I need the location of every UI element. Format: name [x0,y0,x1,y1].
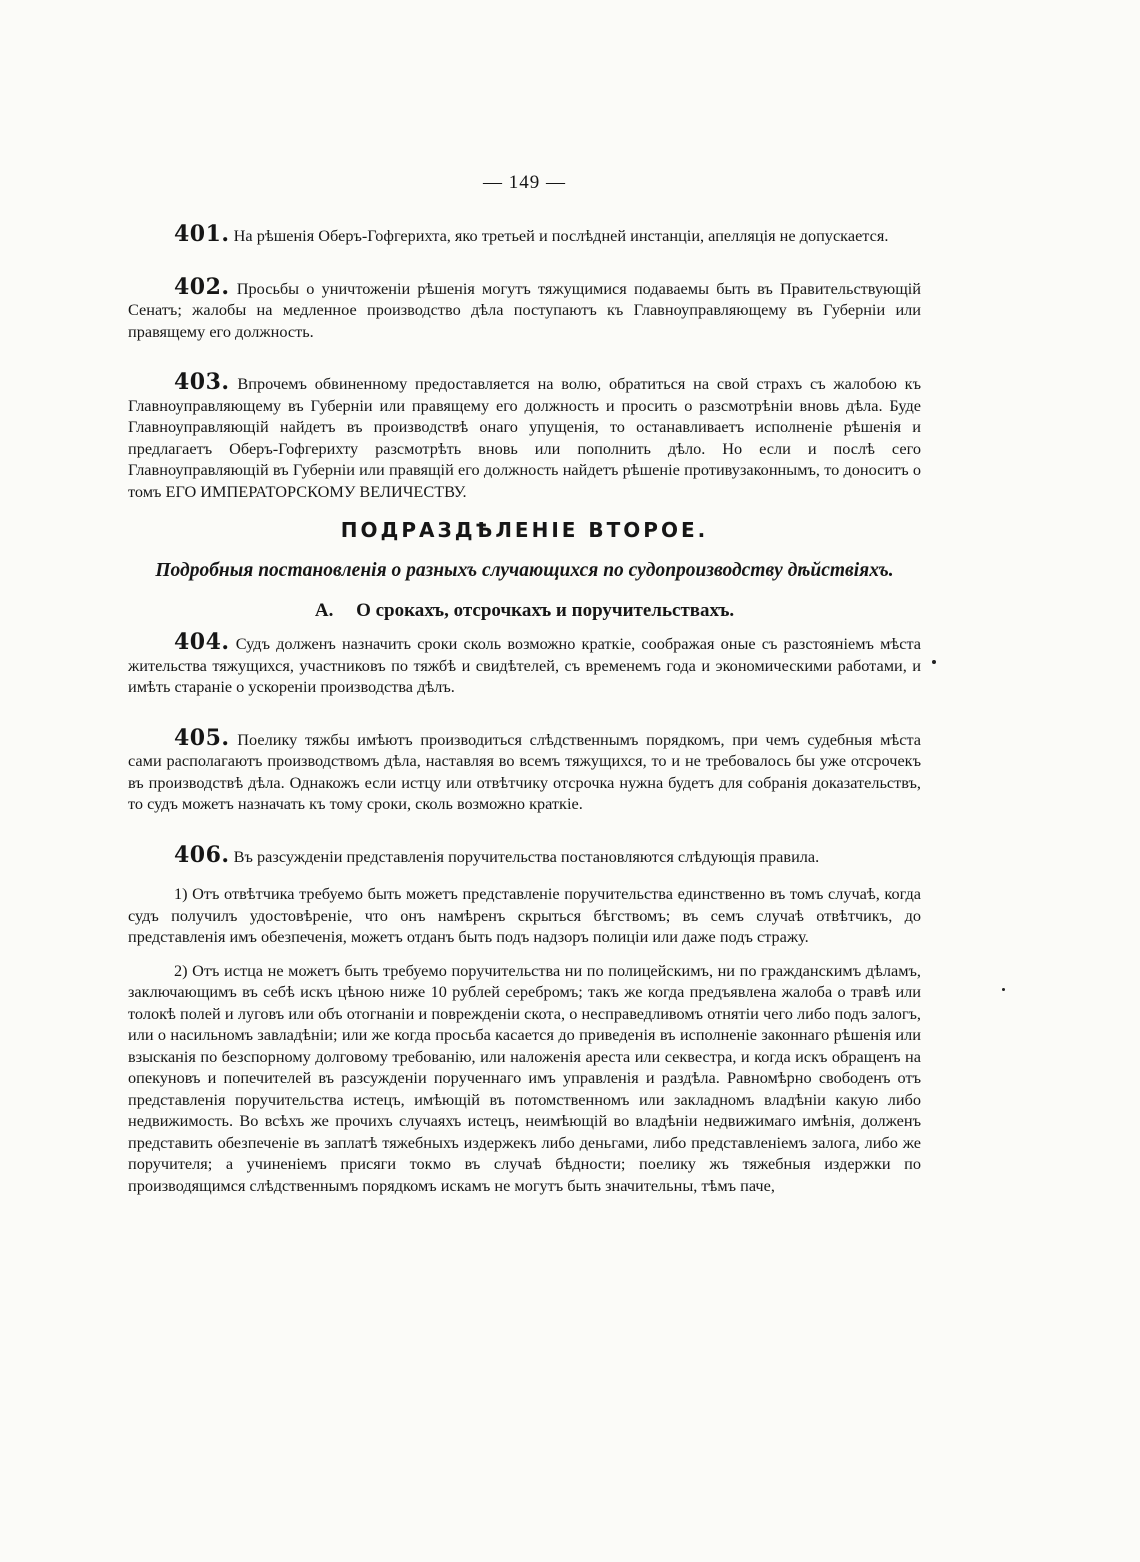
article-number: 404. [174,629,230,655]
article-text: На рѣшенія Оберъ-Гофгерихта, яко третьей и послѣдней инстанціи, апелляція не допускается. [233,226,889,245]
document-page [128,172,921,1208]
ink-speck [932,660,936,664]
article-406 [128,841,921,868]
article-text: Просьбы о уничтоженіи рѣшенія могутъ тяжущимися подаваемы быть въ Правительствующій Сенатъ; жалобы на медленное производство дѣла поступаютъ къ Главноуправляющему въ Губерніи или правящему его должность. [128,278,921,341]
subsection-heading [128,600,921,622]
article-403 [128,369,921,502]
section-subtitle: Подробныя постановленія о разныхъ случающихся по судопроизводству дѣйствіяхъ. [155,560,894,581]
subsection-heading-text: О срокахъ, отсрочкахъ и поручительствахъ. [356,600,735,621]
subsection-letter: А. [314,600,334,621]
article-text: Впрочемъ обвиненному предоставляется на волю, обратиться на свой страхъ съ жалобою къ Главноуправляющему въ Губерніи или правящему его должность и просить о разсмотрѣніи вновь дѣла. Буде Главноуправляющій найдетъ въ производствѣ онаго упущенія, то останавливаетъ исполненіе рѣшенія и предлагаетъ Оберъ-Гофгерихту разсмотрѣть вновь или пополнить дѣло. Но если и послѣ сего Главноуправляющій въ Губерніи или правящій его должность найдетъ рѣшеніе противузаконнымъ, то доноситъ о томъ ЕГО ИМПЕРАТОРСКОМУ ВЕЛИЧЕСТВУ. [128,374,921,501]
article-text: Поелику тяжбы имѣютъ производиться слѣдственнымъ порядкомъ, при чемъ судебныя мѣста сами располагаютъ производствомъ дѣла, наставляя во всемъ тяжущихся, то и не требовалось бы уже отсрочекъ въ производствѣ дѣла. Однакожъ если истцу или отвѣтчику отсрочка нужна будетъ для собранія доказательствъ, то судъ можетъ назначать къ тому сроки, сколь возможно краткіе. [128,729,921,813]
section-title: ПОДРАЗДѢЛЕНІЕ ВТОРОЕ. [340,518,709,542]
article-405 [128,724,921,815]
article-number: 403. [174,369,230,395]
article-text: Въ разсужденіи представленія поручительства постановляются слѣдующія правила. [233,846,820,866]
article-text: Судъ долженъ назначить сроки сколь возможно краткіе, соображая оные съ разстояніемъ мѣста жительства тяжущихся, участниковъ по тяжбѣ и свидѣтелей, съ временемъ года и экономическими работами, и имѣть стараніе о ускореніи производства дѣлъ. [128,634,921,696]
article-number: 401. [174,221,230,247]
article-number: 406. [174,841,230,868]
page-number: — 149 — [483,172,566,193]
subpoint-2: 2) Отъ истца не можетъ быть требуемо поручительства ни по полицейскимъ, ни по гражданскимъ дѣламъ, заключающимъ въ себѣ искъ цѣною ниже 10 рублей серебромъ; такъ же когда предъявлена жалоба о травѣ или толокѣ полей и луговъ или объ отогнаніи и поврежденіи скота, о несправедливомъ отнятіи чего либо подъ залогъ, или о насильномъ завладѣніи; или же когда просьба касается до приведенія въ исполненіе законнаго рѣшенія или взысканія по безспорному долговому требованію, или наложенія ареста или секвестра, и когда искъ обращенъ на опекуновъ и попечителей въ разсужденіи порученнаго имъ управленія и раздѣла. Равномѣрно свободенъ отъ представленія поручительства истецъ, имѣющій въ потомственномъ или закладномъ владѣніи какую либо недвижимость. Во всѣхъ же прочихъ случаяхъ истецъ, неимѣющій во владѣніи недвижимаго имѣнія, долженъ представить обезпеченіе въ заплатѣ тяжебныхъ издержекъ либо деньгами, либо представленіемъ залога, либо же поручителя; а учиненіемъ присяги токмо въ случаѣ бѣдности; поелику жъ тяжебныя издержки по производящимся слѣдственнымъ порядкомъ искамъ не могутъ быть значительны, тѣмъ паче, [128,960,921,1195]
article-401 [128,221,921,247]
article-number: 405. [174,724,230,751]
subpoint-1: 1) Отъ отвѣтчика требуемо быть можетъ представленіе поручительства единственно въ томъ случаѣ, когда судъ получилъ удостовѣреніе, что онъ намѣренъ скрыться бѣгствомъ; въ семъ случаѣ отвѣтчикъ, до представленія имъ обезпеченія, можетъ отданъ быть подъ надзоръ полиціи или даже подъ стражу. [128,884,921,946]
article-number: 402. [174,273,230,300]
article-402 [128,273,921,343]
ink-speck [1002,988,1005,991]
article-404 [128,629,921,698]
